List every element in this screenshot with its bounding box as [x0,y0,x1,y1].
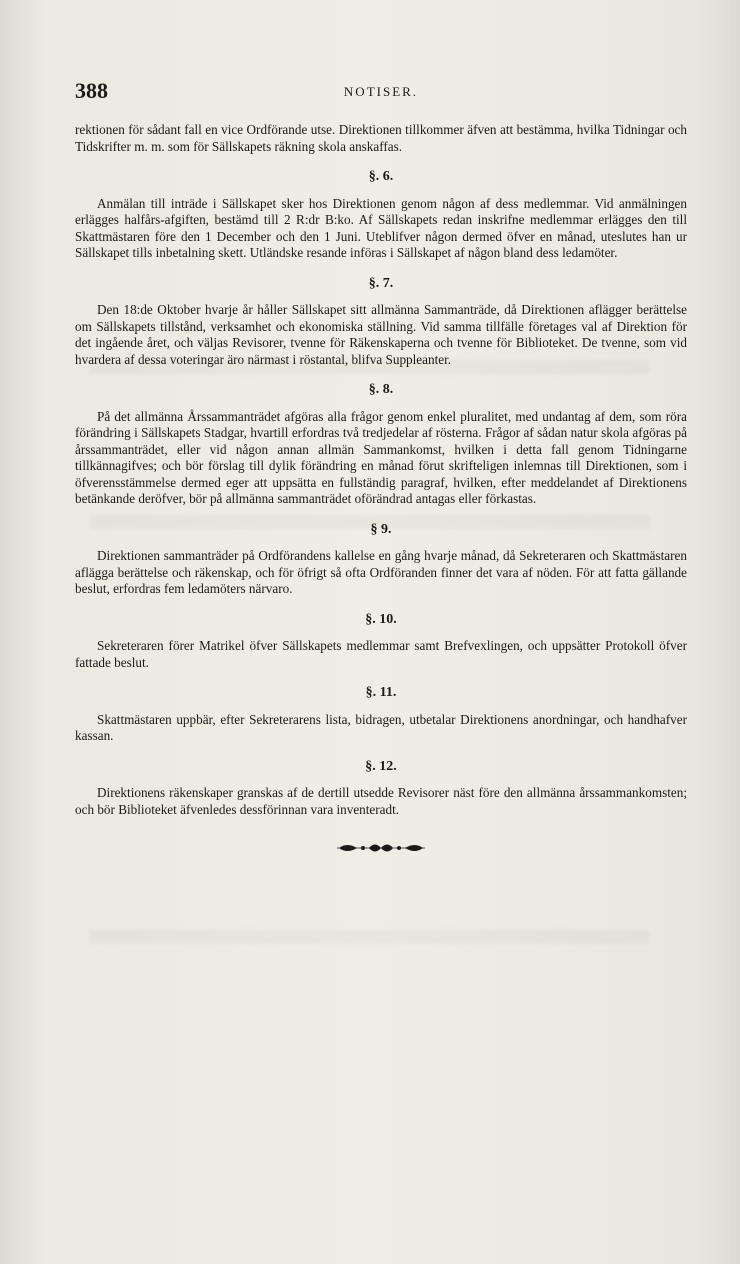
section-8-paragraph: På det allmänna Årssammanträdet afgöras alla frågor genom enkel pluralitet, med undantag af dem, som röra förändring i Sällskapets Stadgar, hvartill erfordras två tredjedelar af rösterna. Frågor af sådan natur skola afgöras på årssammanträdet, eller vid någon annan allmän Sammankomst, hvilken i detta fall genom Tidningarne tillkännagifves; och bör förslag till dylik förändring en månad förut skrifteligen inlemnas till Direktionen, som i öfverensstämmelse dermed eger att uppsätta en fullständig paragraf, hvilken, efter meddelandet af Direktionens betänkande deröfver, bör på allmänna sammanträdet oförändrad antagas eller förkastas. [75,408,687,506]
section-12-paragraph: Direktionens räkenskaper granskas af de dertill utsedde Revisorer näst före den allmänna årssammankomsten; och bör Biblioteket äfvenledes dessförinnan vara inventeradt. [75,785,687,817]
section-10-paragraph: Sekreteraren förer Matrikel öfver Sällskapets medlemmar samt Brefvexlingen, och uppsätter Protokoll öfver fattade beslut. [75,638,687,670]
section-heading-12: §. 12. [365,758,397,774]
section-9-paragraph: Direktionen sammanträder på Ordförandens kallelse en gång hvarje månad, då Sekreteraren och Skattmästaren aflägga berättelse och räkenskap, och för öfrigt så ofta Ordföranden finner det vara af nöden. För att fatta gällande beslut, erfordras fem ledamöters närvaro. [75,548,687,596]
body-text [75,122,687,856]
section-heading-10: §. 10. [365,611,397,627]
page-header [75,78,687,104]
page-number: 388 [75,78,108,103]
section-heading-7: §. 7. [368,275,394,291]
section-heading-8: §. 8. [368,382,394,397]
section-11-paragraph: Skattmästaren uppbär, efter Sekreterarens lista, bidragen, utbetalar Direktionens anordningar, och handhafver kassan. [75,711,687,743]
continuation-paragraph: rektionen för sådant fall en vice Ordförande utse. Direktionen tillkommer äfven att bestämma, hvilka Tidningar och Tidskrifter m. m. som för Sällskapets räkning skola anskaffas. [75,122,687,154]
section-heading-9: § 9. [370,521,392,537]
section-7-paragraph: Den 18:de Oktober hvarje år håller Sällskapet sitt allmänna Sammanträde, då Direktionen aflägger berättelse om Sällskapets tillstånd, verksamhet och ekonomiska ställning. Vid samma tillfälle företages val af Direktion för det ingående året, och väljas Revisorer, tvenne för Räkenskaperna och tvenne för Biblioteket. De tvenne, som vid hvardera af dessa voteringar äro närmast i röstantal, blifva Suppleanter. [75,302,687,367]
running-title: NOTISER. [343,84,419,99]
section-heading-11: §. 11. [365,685,397,700]
bleed-through-shadow [90,930,650,944]
section-heading-6: §. 6. [368,169,394,184]
section-6-paragraph: Anmälan till inträde i Sällskapet sker hos Direktionen genom någon af dess medlemmar. Vid anmälningen erlägges halfårs-afgiften, bestämd till 2 R:dr B:ko. Af Sällskapets redan inskrifne medlemmar erlägges den till Skattmästaren före den 1 December och den 1 Juni. Uteblifver någon dermed öfver en månad, uteslutes han ur Sällskapet tills inbetalning skett. Utländske resande införas i Sällskapet af någon bland dess ledamöter. [75,195,687,260]
fleuron-ornament-icon [335,840,427,856]
